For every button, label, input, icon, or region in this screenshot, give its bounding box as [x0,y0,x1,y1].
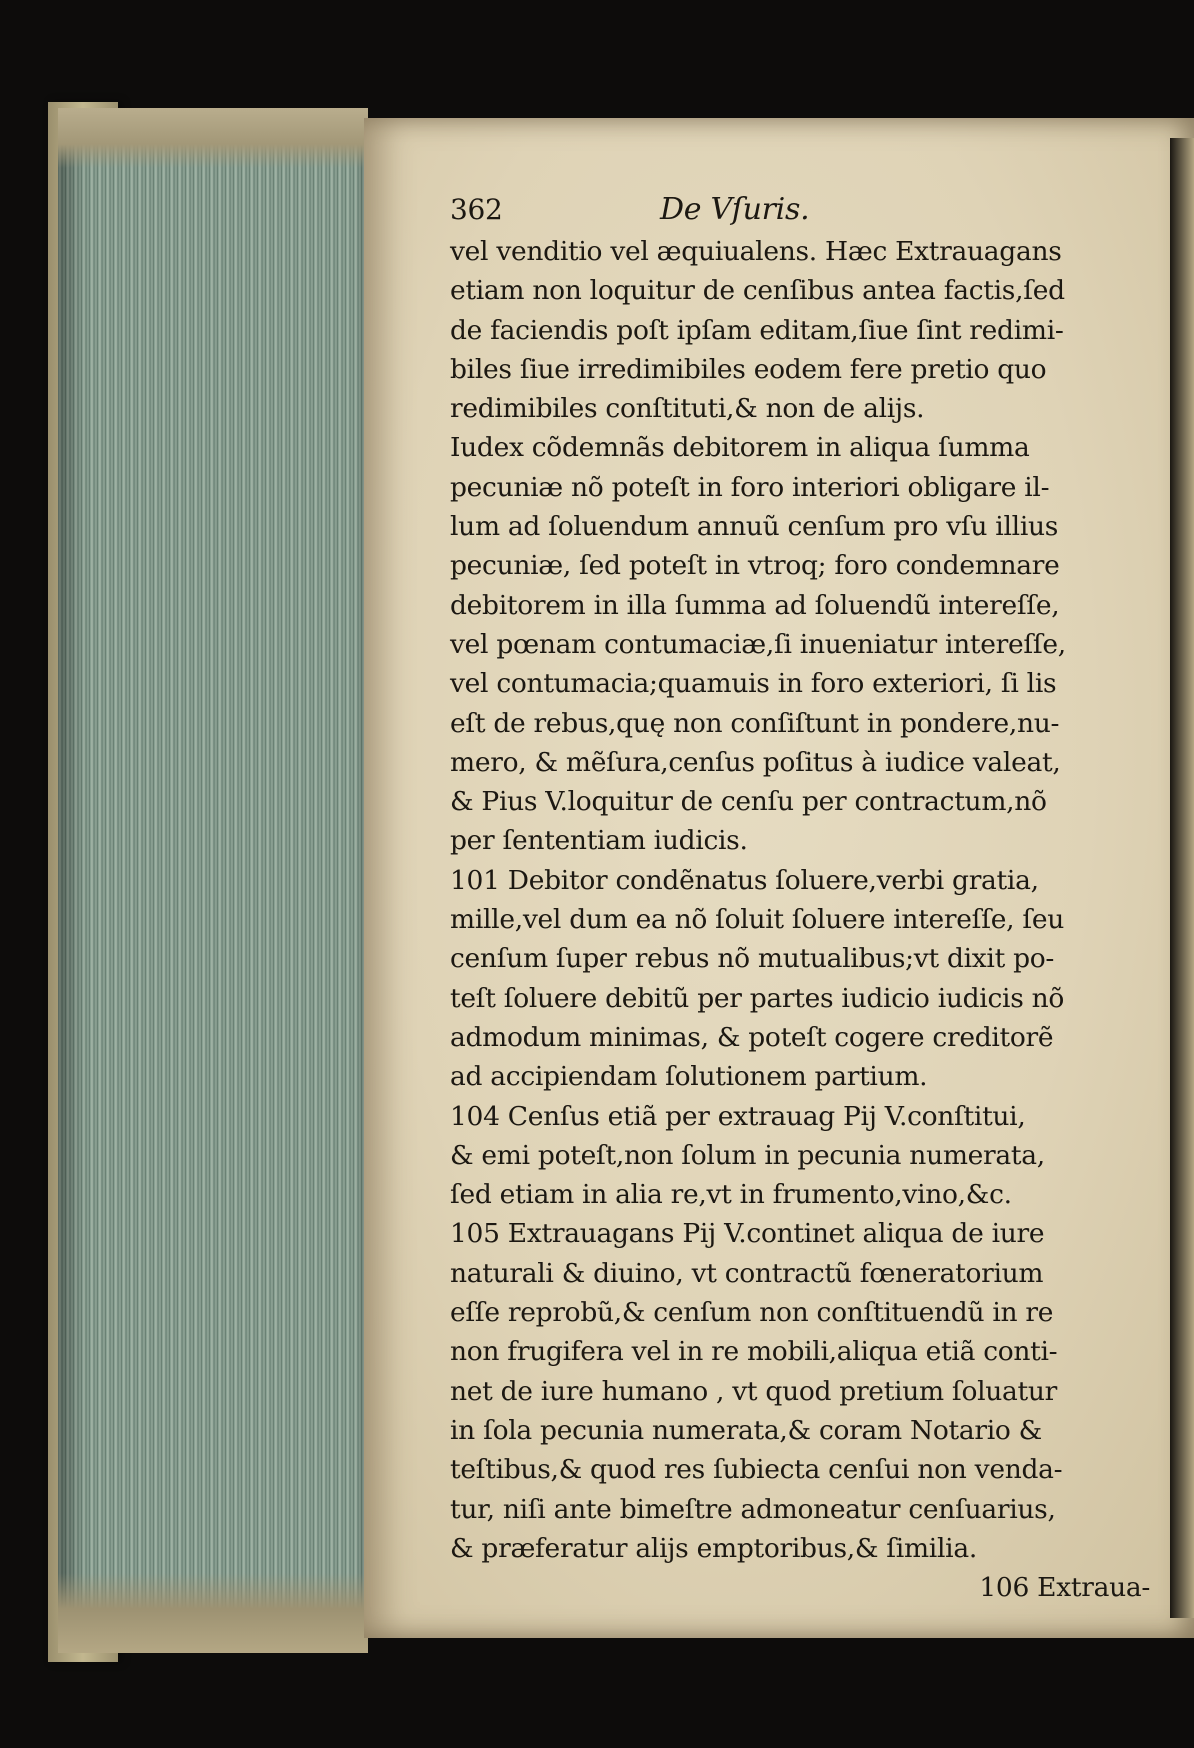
text-line: pecuniæ, ſed poteſt in vtroq; foro condemnare [450,550,1060,582]
text-line: eſſe reprobũ,& cenſum non conſtituendũ in re [450,1297,1054,1329]
facing-page-edge [1170,138,1194,1618]
text-line: tur, niſi ante bimeſtre admoneatur cenſuarius, [450,1493,1056,1525]
text-line: Iudex cõdemnãs debitorem in aliqua ſumma [450,432,1030,464]
text-line: naturali & diuino, vt contractũ fœneratorium [450,1257,1044,1289]
running-head: De Vſuris. [660,192,810,227]
text-line: & emi poteſt,non ſolum in pecunia numerata, [450,1139,1045,1171]
book [58,108,1194,1653]
text-line: mille,vel dum ea nõ ſoluit ſoluere intereſſe, ſeu [450,904,1064,936]
text-line: biles ſiue irredimibiles eodem fere pretio quo [450,353,1047,385]
text-line: 101 Debitor condẽnatus ſoluere,verbi gratia, [450,864,1039,896]
text-line: teſtibus,& quod res ſubiecta cenſui non venda- [450,1454,1063,1486]
text-line: lum ad ſoluendum annuũ cenſum pro vſu illius [450,511,1059,543]
text-line: non frugifera vel in re mobili,aliqua etiã conti- [450,1336,1058,1368]
page-number: 362 [450,193,503,226]
text-line: ad accipiendam ſolutionem partium. [450,1061,928,1093]
text-line: vel pœnam contumaciæ,ſi inueniatur intereſſe, [450,628,1066,660]
text-line: debitorem in illa ſumma ad ſoluendũ intereſſe, [450,589,1060,621]
page-text [450,190,1150,1607]
body-text [450,232,1150,1568]
text-line: ſed etiam in alia re,vt in frumento,vino,&c. [450,1179,1012,1211]
text-line: 104 Cenſus etiã per extrauag Pij V.conſtitui, [450,1100,1026,1132]
book-page [364,118,1194,1638]
text-line: cenſum ſuper rebus nõ mutualibus;vt dixit po- [450,943,1055,975]
text-line: in ſola pecunia numerata,& coram Notario & [450,1414,1042,1446]
text-line: & Pius V.loquitur de cenſu per contractum,nõ [450,786,1047,818]
text-line: & præferatur alijs emptoribus,& ſimilia. [450,1532,977,1564]
text-line: per ſententiam iudicis. [450,825,748,857]
text-line: 105 Extrauagans Pij V.continet aliqua de iure [450,1218,1045,1250]
page-block-edge [58,108,368,1653]
text-line: de faciendis poſt ipſam editam,ſiue ſint redimi- [450,314,1064,346]
text-line: eſt de rebus,quę non conſiſtunt in pondere,nu- [450,707,1060,739]
text-line: etiam non loquitur de cenſibus antea factis,ſed [450,275,1065,307]
page-header [450,190,1150,230]
text-line: vel contumacia;quamuis in foro exteriori, ſi lis [450,668,1057,700]
text-line: mero, & mẽſura,cenſus poſitus à iudice valeat, [450,746,1061,778]
text-line: admodum minimas, & poteſt cogere creditorẽ [450,1021,1054,1053]
catchword: 106 Extraua- [979,1572,1150,1604]
text-line: redimibiles conſtituti,& non de alijs. [450,393,925,425]
text-line: pecuniæ nõ poteſt in foro interiori obligare il- [450,471,1050,503]
text-line: net de iure humano , vt quod pretium ſoluatur [450,1375,1058,1407]
text-line: teſt ſoluere debitũ per partes iudicio iudicis nõ [450,982,1065,1014]
text-line: vel venditio vel æquiualens. Hæc Extrauagans [450,236,1062,267]
